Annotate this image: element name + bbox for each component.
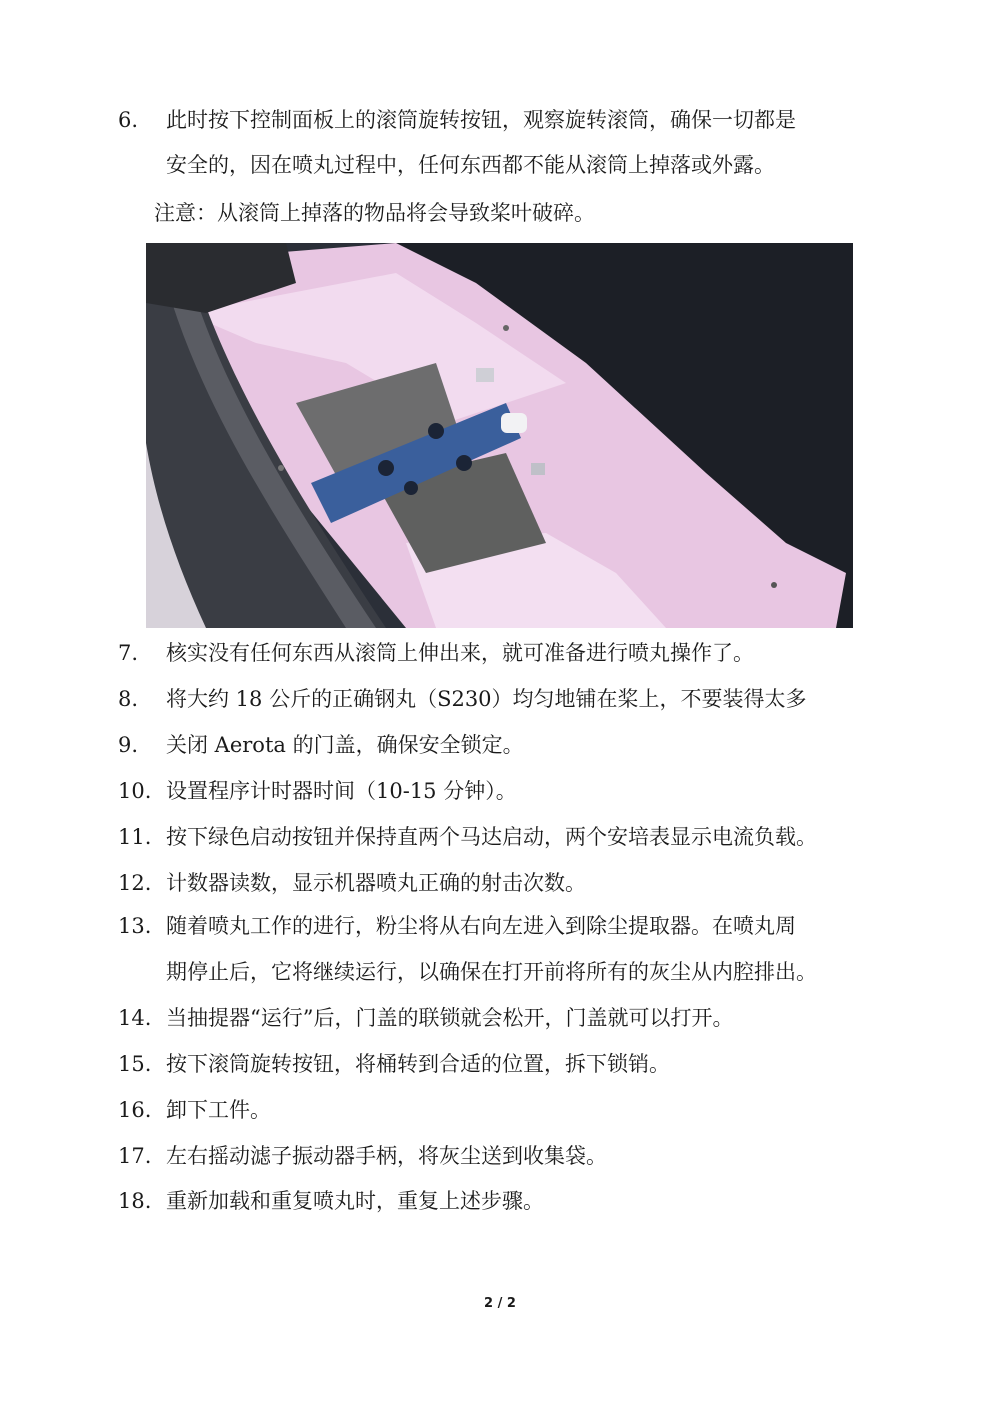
step-number: 11. [118, 825, 152, 849]
step-number: 12. [118, 871, 152, 895]
step-12 [118, 869, 586, 897]
step-17 [118, 1142, 607, 1170]
page-number: 2 / 2 [484, 1296, 516, 1311]
drum-illustration [146, 243, 853, 628]
step-number: 14. [118, 1006, 152, 1030]
step-number: 16. [118, 1098, 152, 1122]
note-text: 注意：从滚筒上掉落的物品将会导致桨叶破碎。 [154, 201, 595, 225]
step-10 [118, 777, 517, 805]
step-number: 9. [118, 733, 139, 757]
step-9 [118, 731, 524, 759]
drum-photo [146, 243, 853, 628]
step-text: 设置程序计时器时间（10-15 分钟）。 [166, 779, 517, 803]
step-number: 8. [118, 687, 139, 711]
step-text: 此时按下控制面板上的滚筒旋转按钮，观察旋转滚筒，确保一切都是 [166, 108, 796, 132]
step-16 [118, 1096, 271, 1124]
step-text: 按下绿色启动按钮并保持直两个马达启动，两个安培表显示电流负载。 [166, 825, 817, 849]
step-8 [118, 685, 807, 713]
step-text: 将大约 18 公斤的正确钢丸（S230）均匀地铺在桨上，不要装得太多 [166, 687, 807, 711]
step-13 [118, 912, 796, 940]
step-text: 按下滚筒旋转按钮，将桶转到合适的位置，拆下锁销。 [166, 1052, 670, 1076]
step-11 [118, 823, 817, 851]
step-number: 17. [118, 1144, 152, 1168]
step-number: 15. [118, 1052, 152, 1076]
step-text: 左右摇动滤子振动器手柄，将灰尘送到收集袋。 [166, 1144, 607, 1168]
step-number: 18. [118, 1189, 152, 1213]
step-text: 卸下工件。 [166, 1098, 271, 1122]
step-text: 随着喷丸工作的进行，粉尘将从右向左进入到除尘提取器。在喷丸周 [166, 914, 796, 938]
step-text: 重新加载和重复喷丸时，重复上述步骤。 [166, 1189, 544, 1213]
step-7 [118, 639, 754, 667]
step-number: 7. [118, 641, 139, 665]
step-text: 核实没有任何东西从滚筒上伸出来，就可准备进行喷丸操作了。 [166, 641, 754, 665]
step-text: 当抽提器“运行”后，门盖的联锁就会松开，门盖就可以打开。 [166, 1006, 734, 1030]
step-number: 10. [118, 779, 152, 803]
step-number: 13. [118, 914, 152, 938]
step-13-continued: 期停止后，它将继续运行，以确保在打开前将所有的灰尘从内腔排出。 [166, 960, 817, 984]
step-number: 6. [118, 108, 139, 132]
step-14 [118, 1004, 733, 1032]
step-text: 计数器读数，显示机器喷丸正确的射击次数。 [166, 871, 586, 895]
step-6-continued: 安全的，因在喷丸过程中，任何东西都不能从滚筒上掉落或外露。 [166, 153, 775, 177]
step-text: 关闭 Aerota 的门盖，确保安全锁定。 [166, 733, 524, 757]
step-18 [118, 1187, 544, 1215]
step-6 [118, 106, 796, 134]
step-15 [118, 1050, 670, 1078]
